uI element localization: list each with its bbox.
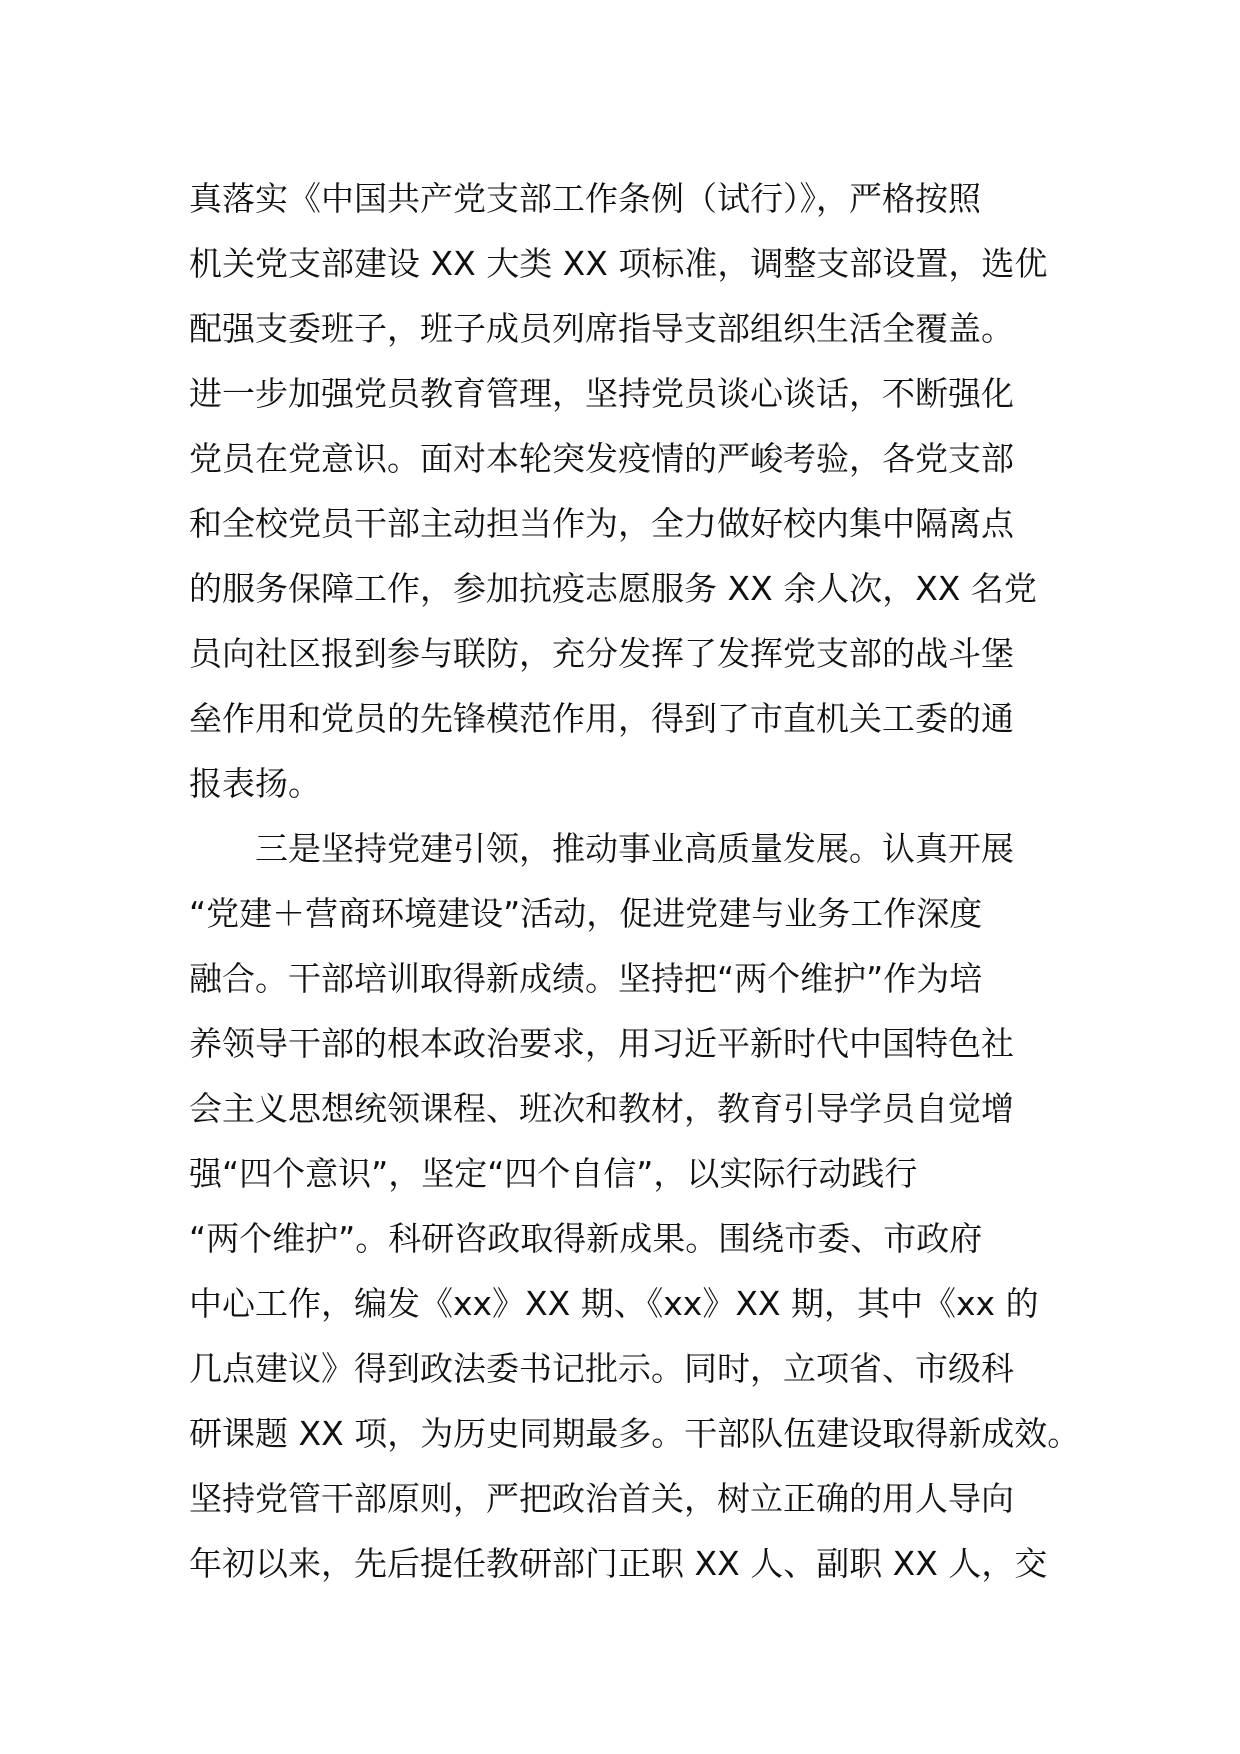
text-line: 三是坚持党建引领，推动事业高质量发展。认真开展 — [189, 829, 1014, 868]
text-line: 强“四个意识”，坚定“四个自信”，以实际行动践行 — [189, 1154, 918, 1193]
text-line: 党员在党意识。面对本轮突发疫情的严峻考验，各党支部 — [189, 439, 1014, 478]
text-line: 年初以来，先后提任教研部门正职 XX 人、副职 XX 人，交 — [189, 1544, 1048, 1583]
text-line: 会主义思想统领课程、班次和教材，教育引导学员自觉增 — [189, 1089, 1014, 1128]
text-line: 融合。干部培训取得新成绩。坚持把“两个维护”作为培 — [189, 959, 983, 998]
text-line: “两个维护”。科研咨政取得新成果。围绕市委、市政府 — [189, 1219, 983, 1258]
text-line: “党建＋营商环境建设”活动，促进党建与业务工作深度 — [189, 894, 983, 933]
text-line: 坚持党管干部原则，严把政治首关，树立正确的用人导向 — [189, 1479, 1014, 1518]
text-line: 员向社区报到参与联防，充分发挥了发挥党支部的战斗堡 — [189, 634, 1014, 673]
body-text — [189, 166, 1081, 1596]
text-line: 养领导干部的根本政治要求，用习近平新时代中国特色社 — [189, 1024, 1014, 1063]
text-line: 报表扬。 — [189, 764, 321, 803]
text-line: 几点建议》得到政法委书记批示。同时，立项省、市级科 — [189, 1349, 1014, 1388]
text-line: 研课题 XX 项，为历史同期最多。干部队伍建设取得新成效。 — [189, 1414, 1081, 1453]
text-line: 中心工作，编发《xx》XX 期、《xx》XX 期，其中《xx 的 — [189, 1284, 1039, 1323]
text-line: 真落实《中国共产党支部工作条例（试行）》，严格按照 — [189, 179, 981, 218]
text-line: 的服务保障工作，参加抗疫志愿服务 XX 余人次，XX 名党 — [189, 569, 1037, 608]
text-line: 配强支委班子，班子成员列席指导支部组织生活全覆盖。 — [189, 309, 1014, 348]
text-line: 机关党支部建设 XX 大类 XX 项标准，调整支部设置，选优 — [189, 244, 1048, 283]
text-line: 和全校党员干部主动担当作为，全力做好校内集中隔离点 — [189, 504, 1014, 543]
text-line: 垒作用和党员的先锋模范作用，得到了市直机关工委的通 — [189, 699, 1014, 738]
text-line: 进一步加强党员教育管理，坚持党员谈心谈话，不断强化 — [189, 374, 1014, 413]
